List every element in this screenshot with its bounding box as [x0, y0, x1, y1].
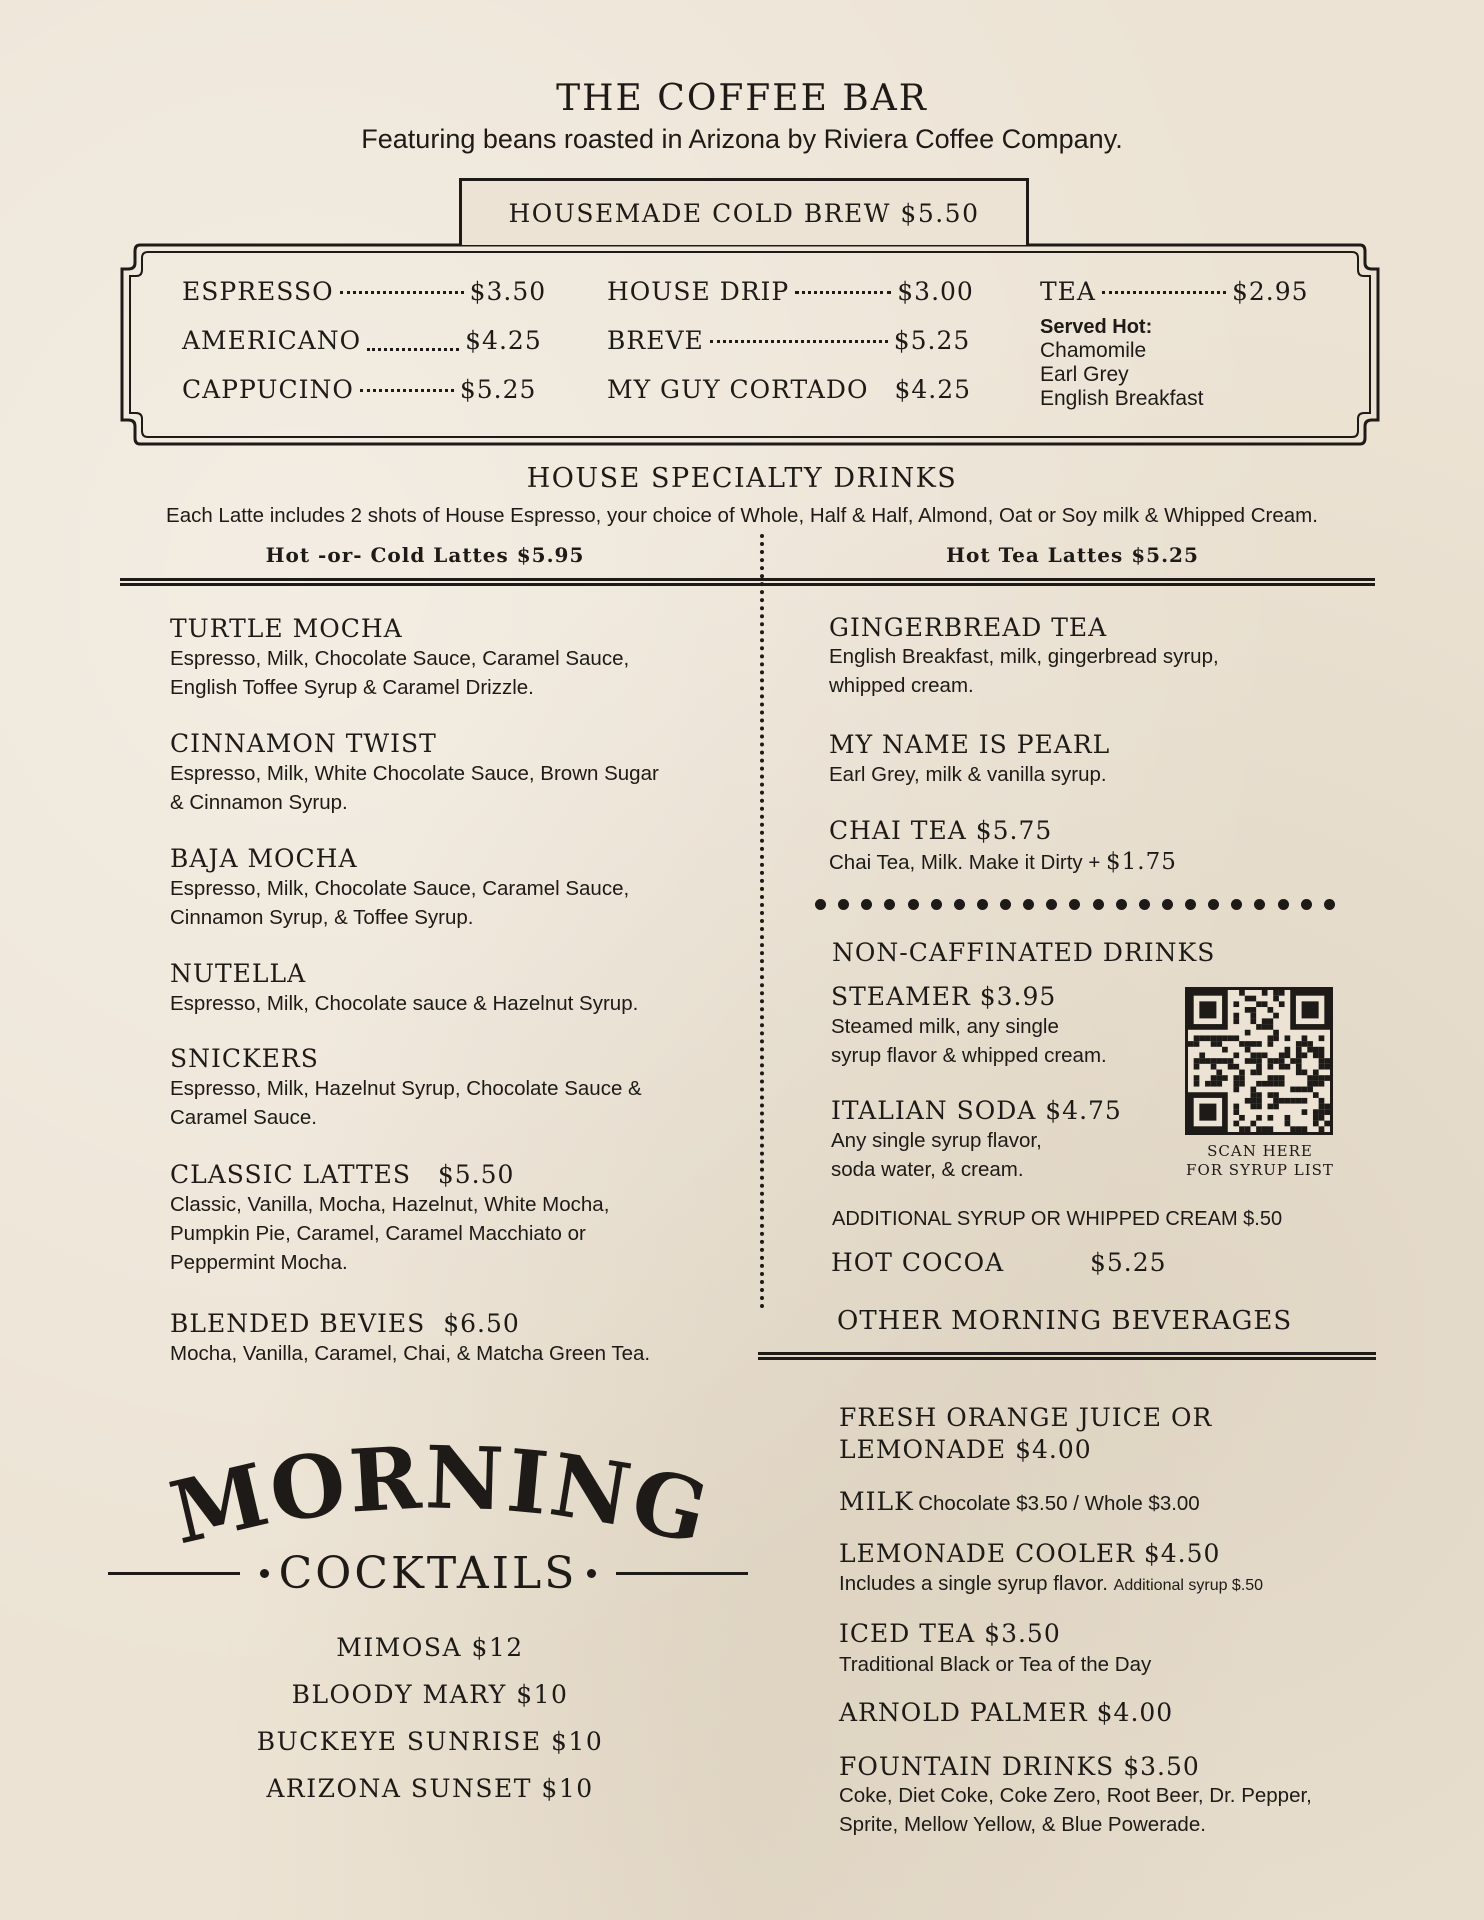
item-price: $3.50	[469, 277, 547, 306]
divider-dot	[1093, 899, 1104, 910]
cortado-item	[607, 375, 971, 404]
drink-desc: Earl Grey, milk & vanilla syrup.	[829, 763, 1107, 786]
divider-dot	[815, 899, 826, 910]
menu-title: THE COFFEE BAR	[556, 78, 928, 119]
drink-desc: Espresso, Milk, Chocolate sauce & Hazelnut Syrup.	[170, 992, 639, 1015]
drink-desc: Steamed milk, any single syrup flavor & whipped cream.	[831, 1015, 1107, 1067]
drink-name: ARNOLD PALMER $4.00	[839, 1698, 1174, 1727]
svg-text:MORNING	[162, 1428, 719, 1558]
tea-served-label: Served Hot:	[1040, 316, 1153, 338]
lattes-heading: Hot -or- Cold Lattes $5.95	[265, 543, 585, 567]
divider-dot	[1301, 899, 1312, 910]
drink-name: STEAMER $3.95	[831, 982, 1057, 1011]
non-caff-title: NON-CAFFINATED DRINKS	[832, 938, 1216, 967]
divider-dot	[1046, 899, 1057, 910]
item-name: AMERICANO	[182, 326, 362, 355]
menu-subtitle: Featuring beans roasted in Arizona by Riviera Coffee Company.	[361, 124, 1123, 154]
drink-name: ICED TEA $3.50	[839, 1619, 1061, 1648]
house-drip-item	[607, 277, 974, 306]
divider-dot	[838, 899, 849, 910]
item-name: CAPPUCINO	[182, 375, 354, 404]
dot-leader	[710, 340, 888, 343]
drink-desc: Espresso, Milk, White Chocolate Sauce, Brown Sugar & Cinnamon Syrup.	[170, 762, 659, 814]
morning-heading	[160, 1428, 720, 1558]
drink-name: LEMONADE COOLER $4.50	[839, 1539, 1221, 1568]
drink-desc: Espresso, Milk, Hazelnut Syrup, Chocolate Sauce & Caramel Sauce.	[170, 1077, 642, 1129]
cocktail-item: MIMOSA $12	[336, 1633, 524, 1662]
item-name: TEA	[1040, 277, 1096, 306]
divider-dot	[1185, 899, 1196, 910]
item-price: $3.00	[897, 277, 974, 306]
item-price: $4.25	[894, 375, 972, 404]
item-name: MY GUY CORTADO	[607, 375, 869, 404]
drink-name: LEMONADE $4.00	[839, 1435, 1092, 1464]
drink-desc: English Breakfast, milk, gingerbread syrup, whipped cream.	[829, 645, 1219, 697]
dot-leader	[795, 291, 891, 294]
item-name: ESPRESSO	[182, 277, 334, 306]
hot-cocoa-price: $5.25	[1090, 1248, 1167, 1277]
divider-dot	[1324, 899, 1335, 910]
cocktail-item: BLOODY MARY $10	[291, 1680, 569, 1709]
additional-note: ADDITIONAL SYRUP OR WHIPPED CREAM $.50	[832, 1208, 1283, 1230]
tea-option: Chamomile	[1040, 339, 1147, 362]
tea-item	[1040, 277, 1309, 306]
drink-name: MILK	[839, 1487, 914, 1516]
cocktails-heading	[108, 1543, 748, 1603]
specialty-description: Each Latte includes 2 shots of House Espresso, your choice of Whole, Half & Half, Almond, Oat or Soy milk & Whipped Cream.	[166, 504, 1318, 527]
drink-name: TURTLE MOCHA	[170, 614, 403, 643]
item-name: BREVE	[607, 326, 704, 355]
divider-dot	[908, 899, 919, 910]
divider-dot	[1139, 899, 1150, 910]
item-price: $2.95	[1231, 277, 1309, 306]
drink-name: CINNAMON TWIST	[170, 729, 437, 758]
item-price: $5.25	[459, 375, 537, 404]
specialty-title: HOUSE SPECIALTY DRINKS	[526, 463, 958, 494]
qr-code-graphic	[1188, 990, 1330, 1132]
item-price: $5.25	[893, 326, 971, 355]
dirty-price: $1.75	[1106, 849, 1177, 875]
drink-desc: Traditional Black or Tea of the Day	[839, 1653, 1152, 1676]
heading-line	[616, 1572, 748, 1575]
divider-dot	[1278, 899, 1289, 910]
divider-dot	[1069, 899, 1080, 910]
cocktail-item: ARIZONA SUNSET $10	[266, 1774, 594, 1803]
drink-name: SNICKERS	[170, 1044, 319, 1073]
drink-desc: Any single syrup flavor, soda water, & cream.	[831, 1129, 1042, 1181]
heading-line	[108, 1572, 240, 1575]
milk-item	[839, 1487, 1200, 1516]
tea-lattes-heading: Hot Tea Lattes $5.25	[946, 543, 1199, 567]
americano-item	[182, 326, 542, 355]
drink-name: CHAI TEA $5.75	[829, 816, 1053, 845]
other-beverages-title: OTHER MORNING BEVERAGES	[837, 1306, 1293, 1336]
divider-dot	[1162, 899, 1173, 910]
drink-desc: Mocha, Vanilla, Caramel, Chai, & Matcha Green Tea.	[170, 1342, 651, 1365]
divider-dot	[861, 899, 872, 910]
dot-divider	[815, 899, 1335, 913]
item-price: $4.25	[465, 326, 542, 355]
drink-name: MY NAME IS PEARL	[829, 730, 1111, 759]
double-divider	[758, 1352, 1376, 1360]
divider-dot	[1023, 899, 1034, 910]
espresso-item	[182, 277, 546, 306]
drink-desc: Chai Tea, Milk. Make it Dirty + $1.75	[829, 849, 1177, 875]
drink-name: FOUNTAIN DRINKS $3.50	[839, 1752, 1200, 1781]
breve-item	[607, 326, 970, 355]
item-name: HOUSE DRIP	[607, 277, 790, 306]
qr-code-icon[interactable]	[1185, 987, 1333, 1135]
divider-dot	[884, 899, 895, 910]
drink-desc: Espresso, Milk, Chocolate Sauce, Caramel Sauce, Cinnamon Syrup, & Toffee Syrup.	[170, 877, 630, 929]
cold-brew-banner: HOUSEMADE COLD BREW $5.50	[459, 178, 1029, 245]
drink-desc: Chocolate $3.50 / Whole $3.00	[918, 1492, 1200, 1515]
cocktail-item: BUCKEYE SUNRISE $10	[256, 1727, 604, 1756]
divider-dot	[977, 899, 988, 910]
drink-desc: Classic, Vanilla, Mocha, Hazelnut, White Mocha, Pumpkin Pie, Caramel, Caramel Macchiato or Peppermint Mocha.	[170, 1193, 610, 1274]
double-divider	[120, 578, 1375, 586]
divider-dot	[1254, 899, 1265, 910]
drink-desc: Coke, Diet Coke, Coke Zero, Root Beer, Dr. Pepper, Sprite, Mellow Yellow, & Blue Powerade.	[839, 1784, 1312, 1836]
tea-option: Earl Grey	[1040, 363, 1129, 386]
divider-dot	[954, 899, 965, 910]
drink-name: NUTELLA	[170, 959, 307, 988]
tea-option: English Breakfast	[1040, 387, 1204, 410]
cocktails-word: COCKTAILS	[240, 1548, 617, 1599]
hot-cocoa-name: HOT COCOA	[831, 1248, 1005, 1277]
qr-caption: SCAN HERE FOR SYRUP LIST	[1186, 1142, 1334, 1179]
drink-name: CLASSIC LATTES $5.50	[170, 1160, 515, 1189]
morning-word: MORNING	[161, 1428, 719, 1558]
drink-name: ITALIAN SODA $4.75	[831, 1096, 1122, 1125]
divider-dot	[1116, 899, 1127, 910]
column-divider	[760, 534, 764, 1309]
drink-name: BLENDED BEVIES $6.50	[170, 1309, 520, 1338]
dot-leader	[340, 291, 464, 294]
drink-desc: Includes a single syrup flavor. Additional syrup $.50	[839, 1572, 1264, 1595]
drink-name: FRESH ORANGE JUICE OR	[839, 1403, 1213, 1432]
drink-name: GINGERBREAD TEA	[829, 613, 1108, 642]
cappucino-item	[182, 375, 536, 404]
dot-leader	[360, 389, 454, 392]
divider-dot	[1000, 899, 1011, 910]
drink-name: BAJA MOCHA	[170, 844, 358, 873]
divider-dot	[1231, 899, 1242, 910]
dot-leader	[1102, 291, 1226, 294]
divider-dot	[931, 899, 942, 910]
dot-leader	[367, 348, 459, 351]
divider-dot	[1208, 899, 1219, 910]
drink-desc: Espresso, Milk, Chocolate Sauce, Caramel Sauce, English Toffee Syrup & Caramel Drizzle.	[170, 647, 630, 699]
